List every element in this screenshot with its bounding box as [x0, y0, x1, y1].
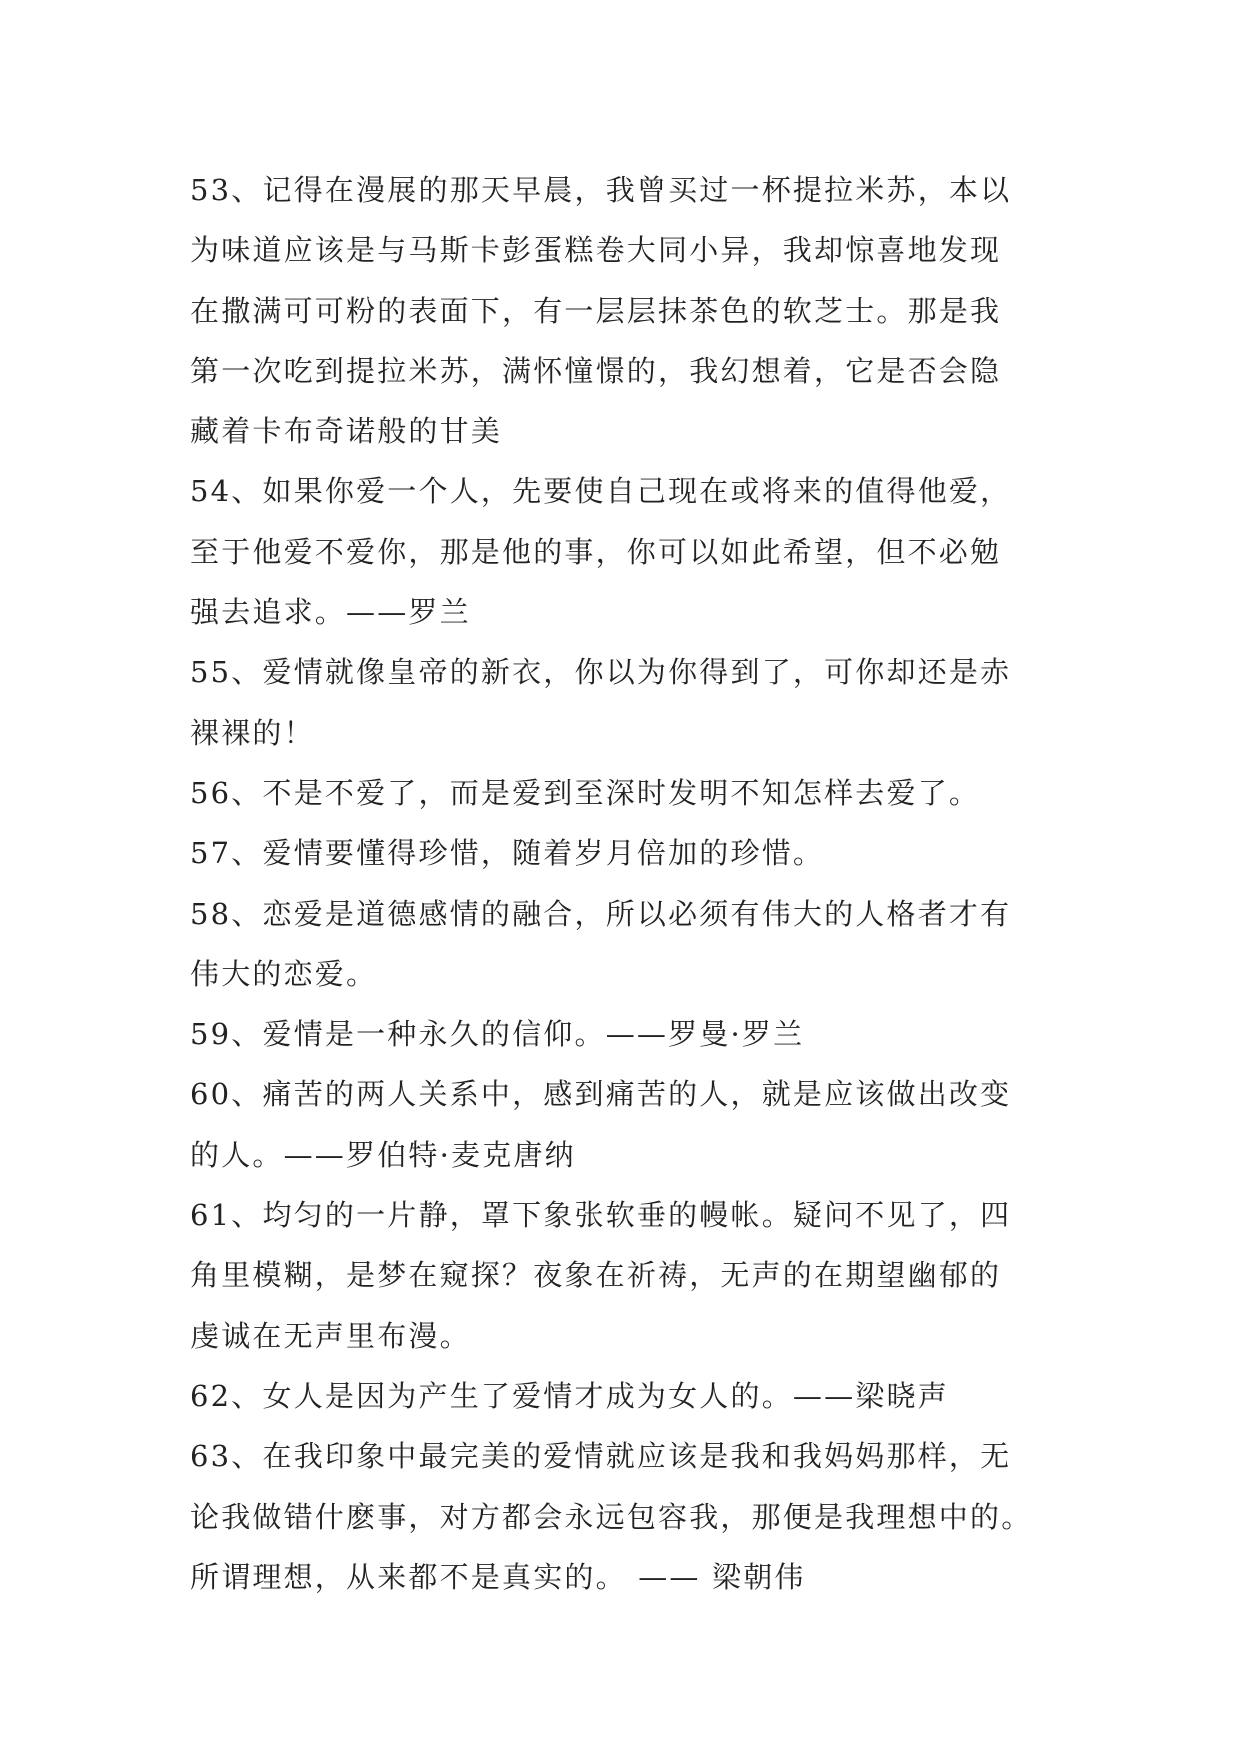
text-line: 58、恋爱是道德感情的融合，所以必须有伟大的人格者才有 — [190, 896, 1012, 931]
text-line: 的人。——罗伯特·麦克唐纳 — [190, 1137, 576, 1172]
text-line: 裸裸的！ — [190, 715, 315, 750]
text-line: 62、女人是因为产生了爱情才成为女人的。——梁晓声 — [190, 1378, 949, 1413]
text-line: 角里模糊，是梦在窥探？夜象在祈祷，无声的在期望幽郁的 — [190, 1258, 1002, 1293]
text-line: 61、均匀的一片静，罩下象张软垂的幔帐。疑问不见了，四 — [190, 1198, 1012, 1233]
text-line: 59、爱情是一种永久的信仰。——罗曼·罗兰 — [190, 1017, 805, 1052]
text-line: 55、爱情就像皇帝的新衣，你以为你得到了，可你却还是赤 — [190, 655, 1012, 690]
text-line: 所谓理想，从来都不是真实的。 —— 梁朝伟 — [190, 1559, 806, 1594]
text-line: 在撒满可可粉的表面下，有一层层抹茶色的软芝士。那是我 — [190, 293, 1002, 328]
text-line: 第一次吃到提拉米苏，满怀憧憬的，我幻想着，它是否会隐 — [190, 353, 1002, 388]
text-line: 54、如果你爱一个人，先要使自己现在或将来的值得他爱， — [190, 474, 1012, 509]
text-line: 53、记得在漫展的那天早晨，我曾买过一杯提拉米苏，本以 — [190, 173, 1012, 207]
text-line: 强去追求。——罗兰 — [190, 595, 471, 630]
text-line: 藏着卡布奇诺般的甘美 — [190, 414, 503, 449]
document-body — [190, 160, 1060, 1607]
text-line: 为味道应该是与马斯卡彭蛋糕卷大同小异，我却惊喜地发现 — [190, 233, 1002, 268]
text-line: 论我做错什麽事，对方都会永远包容我，那便是我理想中的。 — [190, 1499, 1033, 1534]
text-line: 63、在我印象中最完美的爱情就应该是我和我妈妈那样，无 — [190, 1439, 1012, 1474]
text-line: 57、爱情要懂得珍惜，随着岁月倍加的珍惜。 — [190, 836, 825, 871]
text-line: 伟大的恋爱。 — [190, 956, 378, 991]
text-line: 60、痛苦的两人关系中，感到痛苦的人，就是应该做出改变 — [190, 1077, 1012, 1112]
text-line: 56、不是不爱了，而是爱到至深时发明不知怎样去爱了。 — [190, 775, 981, 810]
text-line: 至于他爱不爱你，那是他的事，你可以如此希望，但不必勉 — [190, 534, 1002, 569]
text-line: 虔诚在无声里布漫。 — [190, 1318, 471, 1353]
